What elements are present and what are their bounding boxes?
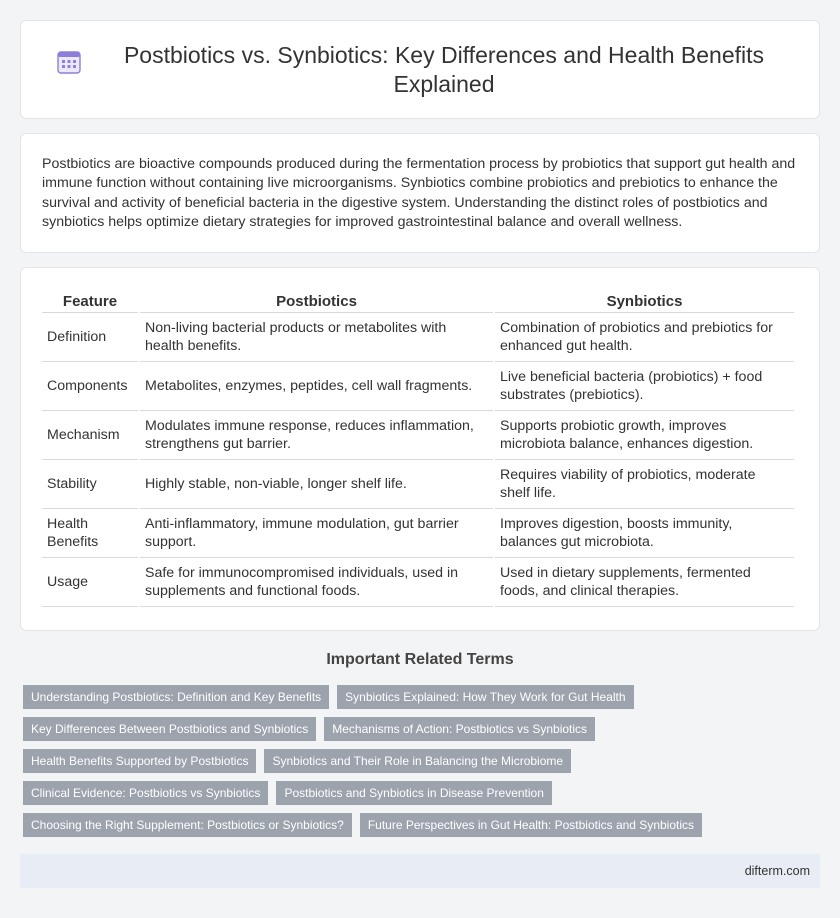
column-header-feature: Feature — [42, 290, 138, 313]
table-row — [42, 411, 794, 460]
related-term-link[interactable]: Health Benefits Supported by Postbiotics — [23, 749, 256, 773]
postbiotics-cell: Anti-inflammatory, immune modulation, gut barrier support. — [140, 509, 493, 558]
postbiotics-cell: Highly stable, non-viable, longer shelf life. — [140, 460, 493, 509]
table-row — [42, 460, 794, 509]
synbiotics-cell: Supports probiotic growth, improves microbiota balance, enhances digestion. — [495, 411, 794, 460]
page-title: Postbiotics vs. Synbiotics: Key Differences and Health Benefits Explained — [123, 41, 765, 97]
synbiotics-cell: Live beneficial bacteria (probiotics) + food substrates (prebiotics). — [495, 362, 794, 411]
table-row — [42, 558, 794, 607]
synbiotics-cell: Used in dietary supplements, fermented foods, and clinical therapies. — [495, 558, 794, 607]
related-term-link[interactable]: Understanding Postbiotics: Definition and Key Benefits — [23, 685, 329, 709]
related-term-link[interactable]: Postbiotics and Synbiotics in Disease Prevention — [276, 781, 551, 805]
related-term-link[interactable]: Synbiotics and Their Role in Balancing the Microbiome — [264, 749, 571, 773]
feature-cell: Stability — [42, 460, 138, 509]
postbiotics-cell: Safe for immunocompromised individuals, used in supplements and functional foods. — [140, 558, 493, 607]
related-term-link[interactable]: Mechanisms of Action: Postbiotics vs Synbiotics — [324, 717, 595, 741]
feature-cell: Mechanism — [42, 411, 138, 460]
comparison-card — [20, 267, 820, 631]
related-term-link[interactable]: Clinical Evidence: Postbiotics vs Synbiotics — [23, 781, 268, 805]
related-term-link[interactable]: Choosing the Right Supplement: Postbiotics or Synbiotics? — [23, 813, 352, 837]
title-wrap — [56, 41, 784, 99]
table-row — [42, 313, 794, 362]
table-row — [42, 509, 794, 558]
postbiotics-cell: Non-living bacterial products or metabolites with health benefits. — [140, 313, 493, 362]
synbiotics-cell: Improves digestion, boosts immunity, balances gut microbiota. — [495, 509, 794, 558]
related-term-link[interactable]: Future Perspectives in Gut Health: Postbiotics and Synbiotics — [360, 813, 702, 837]
column-header-postbiotics: Postbiotics — [140, 290, 493, 313]
related-terms-title: Important Related Terms — [326, 651, 514, 668]
intro-card — [20, 133, 820, 253]
synbiotics-cell: Requires viability of probiotics, moderate shelf life. — [495, 460, 794, 509]
intro-paragraph: Postbiotics are bioactive compounds produced during the fermentation process by probiotics that support gut health and immune function without containing live microorganisms. Synbiotics combine probiotics and prebiotics to enhance the survival and activity of beneficial bacteria in the digestive system. Understanding the distinct roles of postbiotics and synbiotics helps optimize dietary strategies for improved gastrointestinal balance and overall wellness. — [42, 156, 796, 230]
related-terms-list — [23, 685, 820, 845]
feature-cell: Components — [42, 362, 138, 411]
postbiotics-cell: Metabolites, enzymes, peptides, cell wall fragments. — [140, 362, 493, 411]
postbiotics-cell: Modulates immune response, reduces inflammation, strengthens gut barrier. — [140, 411, 493, 460]
footer-site-link[interactable]: difterm.com — [744, 864, 810, 878]
related-term-link[interactable]: Key Differences Between Postbiotics and Synbiotics — [23, 717, 316, 741]
header-card — [20, 20, 820, 119]
feature-cell: Usage — [42, 558, 138, 607]
synbiotics-cell: Combination of probiotics and prebiotics for enhanced gut health. — [495, 313, 794, 362]
footer-bar — [20, 854, 820, 888]
column-header-synbiotics: Synbiotics — [495, 290, 794, 313]
calendar-grid-icon — [56, 49, 82, 75]
comparison-table — [40, 290, 796, 607]
table-row — [42, 362, 794, 411]
feature-cell: Health Benefits — [42, 509, 138, 558]
table-header-row — [42, 290, 794, 313]
related-term-link[interactable]: Synbiotics Explained: How They Work for Gut Health — [337, 685, 633, 709]
feature-cell: Definition — [42, 313, 138, 362]
